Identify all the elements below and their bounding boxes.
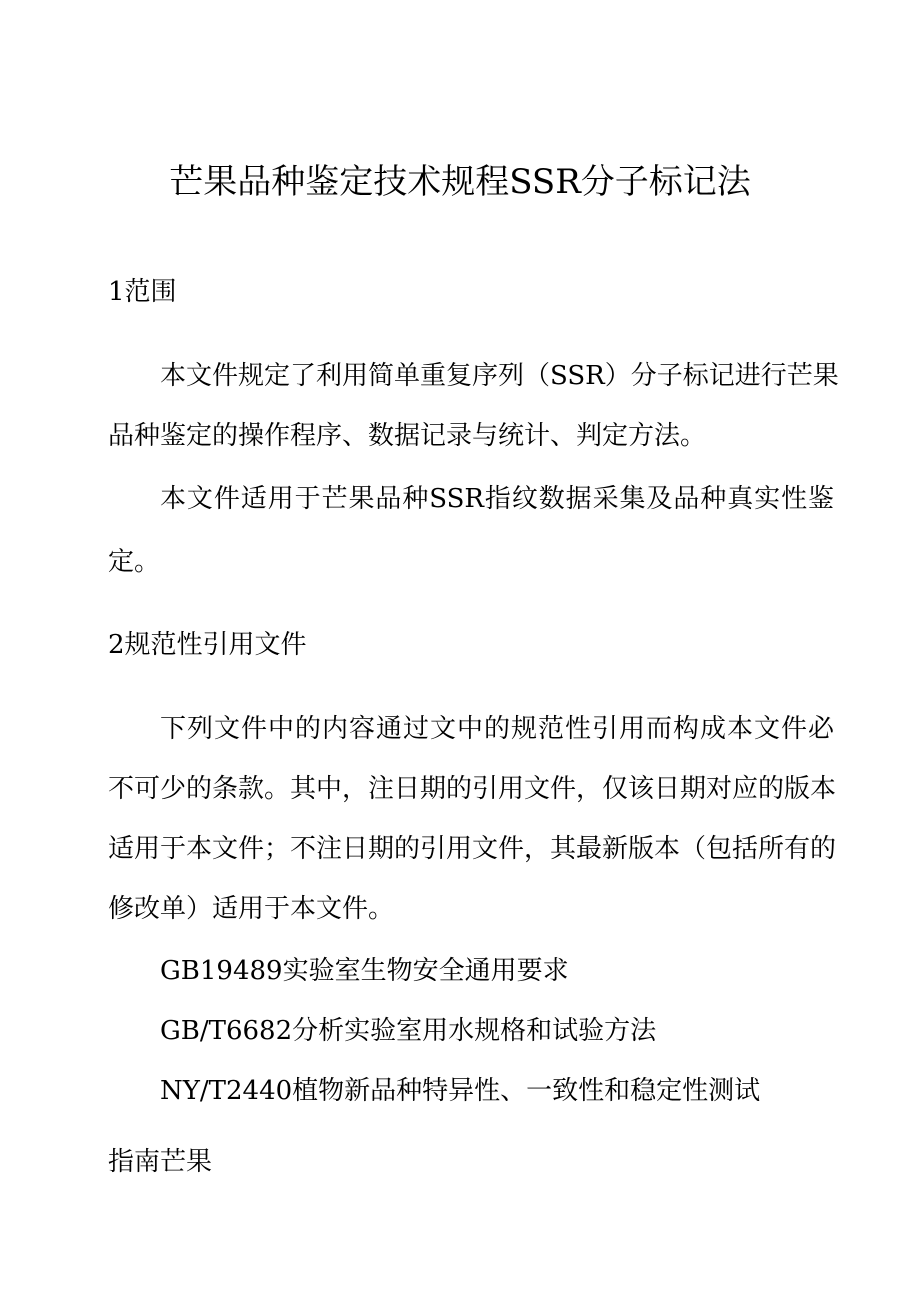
section-2-heading: 2规范性引用文件 <box>108 630 307 660</box>
section-2-paragraph-line-1: 下列文件中的内容通过文中的规范性引用而构成本文件必 <box>160 714 834 744</box>
section-1-paragraph-2-line-1: 本文件适用于芒果品种SSR指纹数据采集及品种真实性鉴 <box>160 484 834 514</box>
section-2-paragraph-line-4: 修改单）适用于本文件。 <box>108 894 395 924</box>
reference-gbt6682: GB/T6682分析实验室用水规格和试验方法 <box>160 1016 657 1046</box>
section-1-paragraph-1-line-1: 本文件规定了利用简单重复序列（SSR）分子标记进行芒果 <box>160 361 839 391</box>
section-2-paragraph-line-2: 不可少的条款。其中，注日期的引用文件，仅该日期对应的版本 <box>108 774 837 804</box>
section-1-paragraph-1-line-2: 品种鉴定的操作程序、数据记录与统计、判定方法。 <box>108 421 707 451</box>
reference-nyt2440-line-1: NY/T2440植物新品种特异性、一致性和稳定性测试 <box>160 1076 761 1106</box>
reference-gb19489: GB19489实验室生物安全通用要求 <box>160 956 569 986</box>
section-2-paragraph-line-3: 适用于本文件；不注日期的引用文件，其最新版本（包括所有的 <box>108 834 837 864</box>
document-title: 芒果品种鉴定技术规程SSR分子标记法 <box>169 162 751 202</box>
section-1-paragraph-2-line-2: 定。 <box>108 547 161 577</box>
section-1-heading: 1范围 <box>108 277 177 307</box>
reference-nyt2440-line-2: 指南芒果 <box>108 1147 213 1177</box>
